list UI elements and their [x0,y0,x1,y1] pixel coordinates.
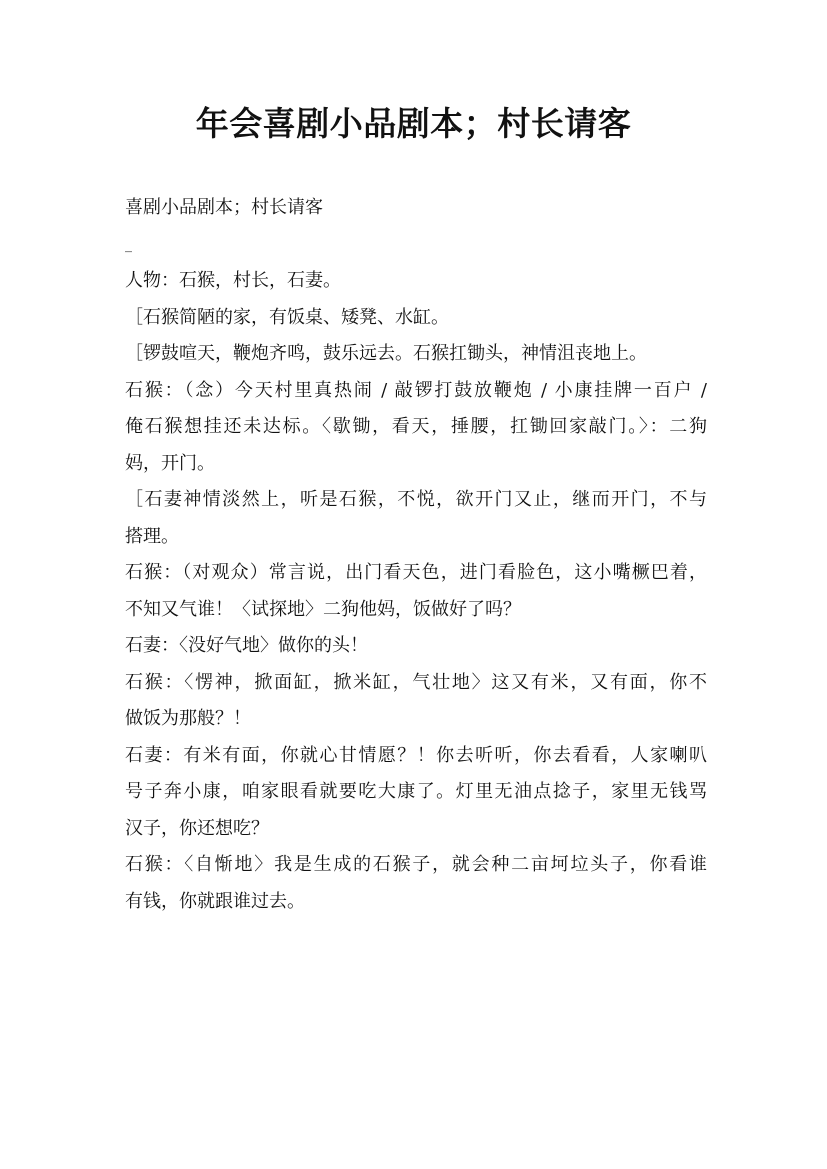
dialogue-line: 石猴：〈自惭地〉我是生成的石猴子，就会种二亩坷垃头子，你看谁 [125,854,707,875]
stage-direction-line: ［石妻神情淡然上，听是石猴，不悦，欲开门又止，继而开门，不与 [125,489,707,510]
stage-direction-line: 搭理。 [125,525,179,547]
characters-line: 人物：石猴，村长，石妻。 [125,270,341,291]
dialogue-line: 不知又气谁！〈试探地〉二狗他妈，饭做好了吗？ [125,598,521,620]
stage-direction-line: ［石猴简陋的家，有饭桌、矮凳、水缸。 [125,306,449,328]
dialogue-line: 汉子，你还想吃？ [125,817,269,839]
dialogue-line: 做饭为那般？！ [125,708,251,729]
document-body [125,190,707,920]
separator-line: _ [125,236,132,253]
dialogue-line: 石猴：（念）今天村里真热闹 / 敲锣打鼓放鞭炮 / 小康挂牌一百户 / [125,379,707,401]
document-title: 年会喜剧小品剧本；村长请客 [195,104,632,143]
dialogue-line: 石猴：（对观众）常言说，出门看天色，进门看脸色，这小嘴橛巴着， [125,562,707,583]
dialogue-line: 俺石猴想挂还未达标。〈歇锄，看天，捶腰，扛锄回家敲门。〉：二狗 [125,416,707,437]
dialogue-line: 石妻：〈没好气地〉做你的头！ [125,635,368,656]
dialogue-line: 有钱，你就跟谁过去。 [125,890,305,912]
dialogue-line: 号子奔小康，咱家眼看就要吃大康了。灯里无油点捻子，家里无钱骂 [125,781,707,802]
subtitle-line: 喜剧小品剧本；村长请客 [125,197,323,218]
dialogue-line: 妈，开门。 [125,452,215,474]
dialogue-line: 石妻：有米有面，你就心甘情愿？！你去听听，你去看看，人家喇叭 [125,744,707,766]
stage-direction-line: ［锣鼓喧天，鞭炮齐鸣，鼓乐远去。石猴扛锄头，神情沮丧地上。 [125,343,647,364]
dialogue-line: 石猴：〈愣神，掀面缸，掀米缸，气壮地〉这又有米，又有面，你不 [125,671,707,693]
